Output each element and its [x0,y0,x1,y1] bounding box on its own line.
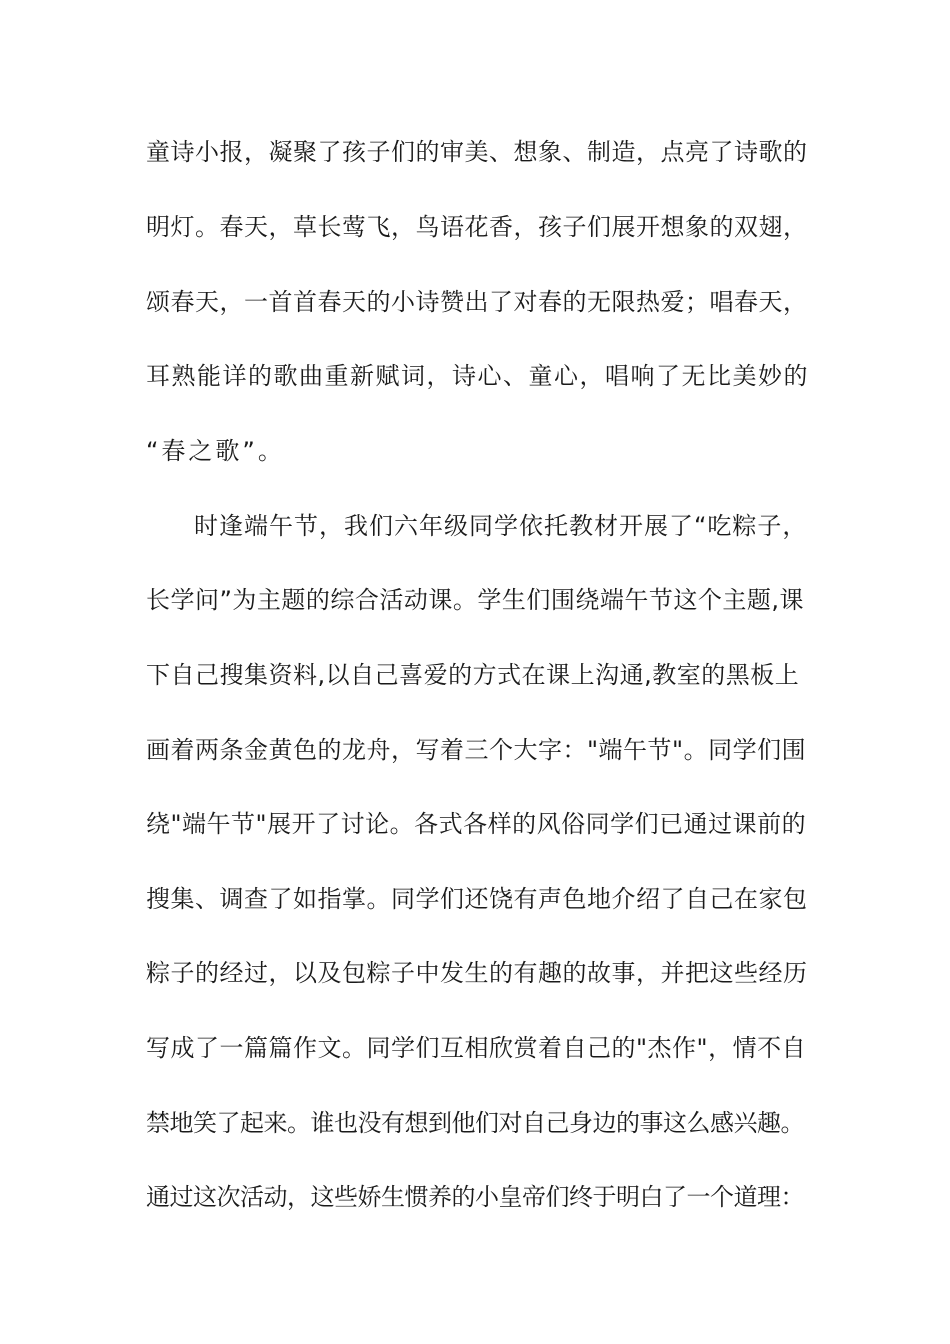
text-line: 长学问”为主题的综合活动课。学生们围绕端午节这个主题,课 [146,586,805,614]
text-line: “春之歌”。 [146,437,285,465]
text-line: 明灯。春天，草长莺飞，鸟语花香，孩子们展开想象的双翅， [146,213,808,241]
text-line: 搜集、调查了如指掌。同学们还饶有声色地介绍了自己在家包 [146,885,808,913]
text-line: 下自己搜集资料,以自己喜爱的方式在课上沟通,教室的黑板上 [146,661,800,689]
text-line: 禁地笑了起来。谁也没有想到他们对自己身边的事这么感兴趣。 [146,1109,804,1137]
text-line: 写成了一篇篇作文。同学们互相欣赏着自己的"杰作"，情不自 [146,1034,807,1062]
text-line: 画着两条金黄色的龙舟，写着三个大字："端午节"。同学们围 [146,736,807,764]
paragraph-first-line: 时逢端午节，我们六年级同学依托教材开展了“吃粽子， [194,512,808,540]
text-line: 通过这次活动，这些娇生惯养的小皇帝们终于明白了一个道理： [146,1183,804,1211]
text-line: 童诗小报，凝聚了孩子们的审美、想象、制造，点亮了诗歌的 [146,138,808,166]
text-line: 耳熟能详的歌曲重新赋词，诗心、童心，唱响了无比美妙的 [146,362,809,390]
text-line: 颂春天，一首首春天的小诗赞出了对春的无限热爱；唱春天， [146,288,808,316]
text-line: 粽子的经过，以及包粽子中发生的有趣的故事，并把这些经历 [146,959,808,987]
text-line: 绕"端午节"展开了讨论。各式各样的风俗同学们已通过课前的 [146,810,807,838]
